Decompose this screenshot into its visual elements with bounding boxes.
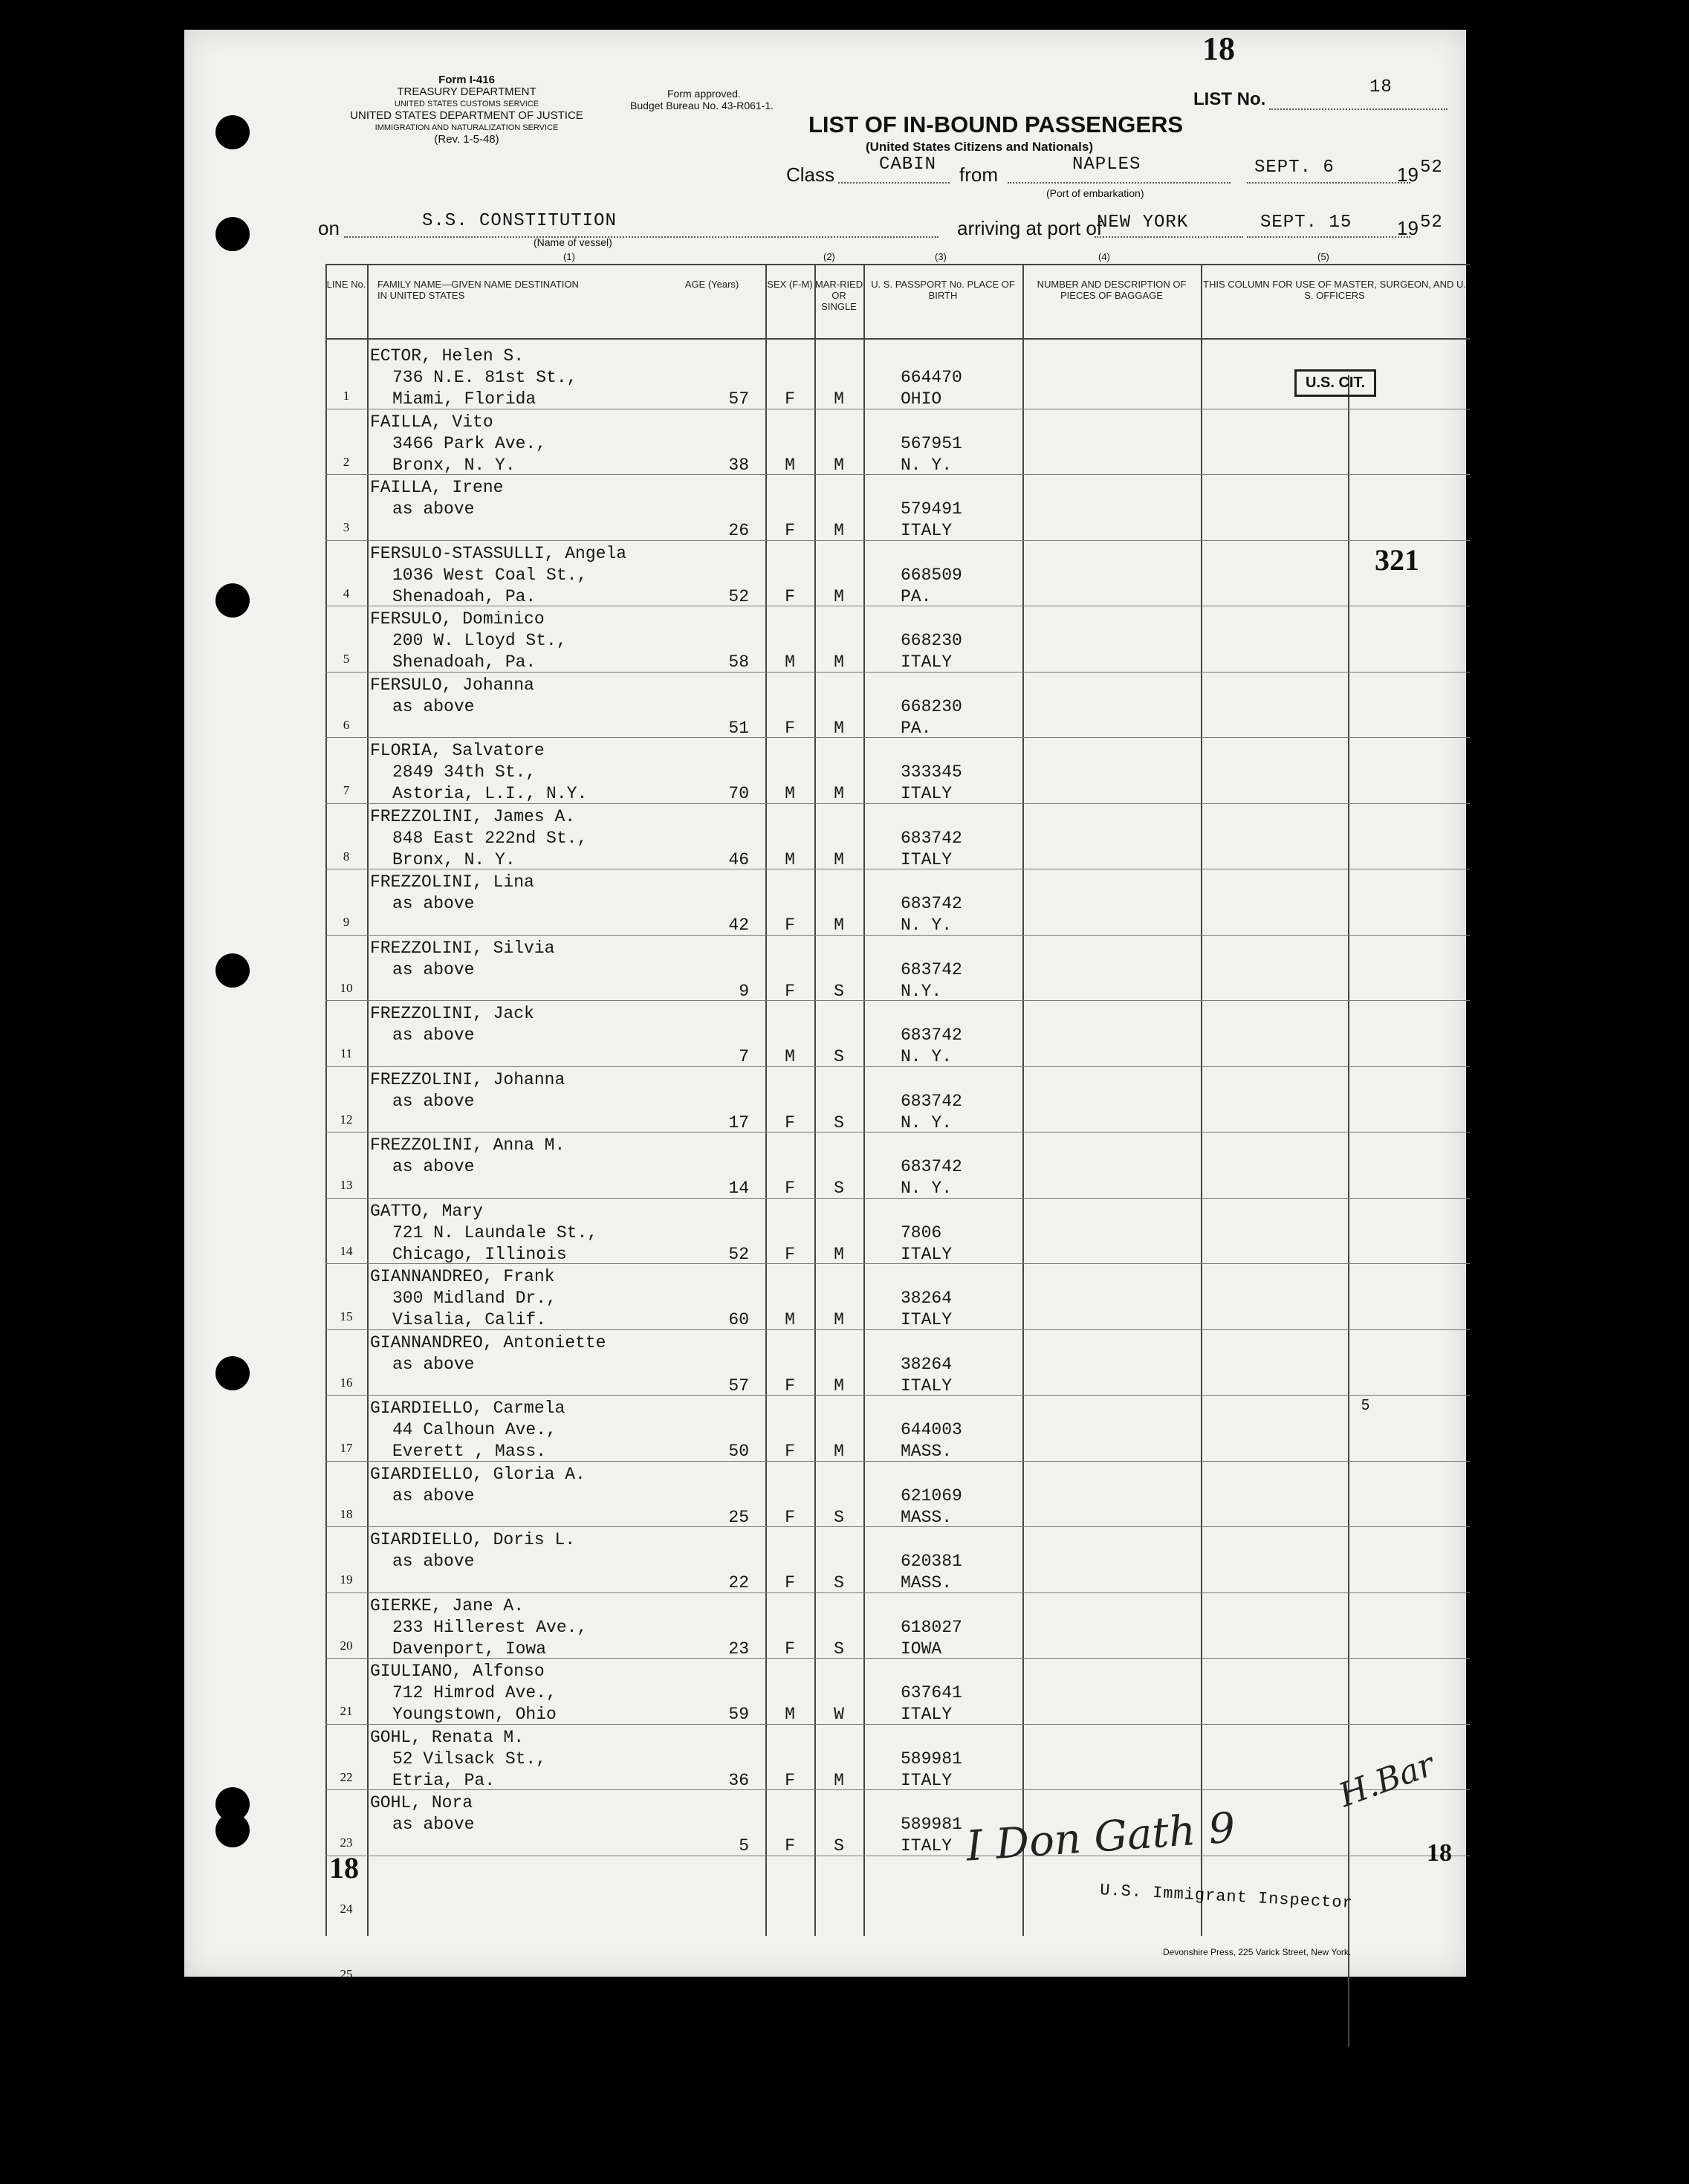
age: 26 bbox=[728, 521, 749, 540]
row-divider bbox=[325, 1066, 1470, 1067]
table-row bbox=[325, 477, 1514, 542]
passenger-name: GIARDIELLO, Doris L. bbox=[370, 1530, 576, 1549]
place-of-birth: ITALY bbox=[901, 1836, 953, 1856]
age: 42 bbox=[728, 916, 749, 935]
address-line-2: Miami, Florida bbox=[392, 389, 536, 409]
address-line-2: Everett , Mass. bbox=[392, 1442, 547, 1461]
row-divider bbox=[325, 1789, 1470, 1790]
table-row bbox=[325, 1792, 1514, 1858]
line-number: 10 bbox=[340, 980, 353, 995]
marital-status: S bbox=[834, 1179, 844, 1198]
table-row bbox=[325, 872, 1514, 937]
line-number: 8 bbox=[343, 849, 350, 863]
age: 52 bbox=[728, 1244, 749, 1264]
marital-status: S bbox=[834, 1507, 844, 1527]
address-line-1: 3466 Park Ave., bbox=[392, 433, 547, 453]
form-approval bbox=[630, 88, 823, 111]
address-line-1: 233 Hillerest Ave., bbox=[392, 1617, 588, 1637]
marital-status: M bbox=[834, 718, 844, 738]
place-of-birth: N.Y. bbox=[901, 981, 942, 1001]
sex: F bbox=[785, 1573, 795, 1592]
table-row bbox=[325, 1201, 1514, 1266]
header-married: MAR-RIED OR SINGLE bbox=[814, 279, 863, 312]
passport-number: 38264 bbox=[901, 1289, 953, 1308]
line-number: 12 bbox=[340, 1112, 353, 1127]
row-divider bbox=[325, 1592, 1470, 1593]
address-line-2: Chicago, Illinois bbox=[392, 1244, 567, 1264]
row-divider bbox=[325, 1395, 1470, 1396]
marital-status: S bbox=[834, 1573, 844, 1592]
passport-number: 637641 bbox=[901, 1683, 962, 1702]
table-row bbox=[325, 543, 1514, 609]
header-line-no: LINE No. bbox=[326, 279, 366, 290]
line-number: 16 bbox=[340, 1375, 353, 1390]
table-row bbox=[325, 938, 1514, 1003]
table-row bbox=[325, 1595, 1514, 1661]
address-line-1: as above bbox=[392, 894, 475, 913]
address-line-2: Bronx, N. Y. bbox=[392, 455, 516, 475]
passenger-name: GIANNANDREO, Frank bbox=[370, 1267, 555, 1286]
place-of-birth: ITALY bbox=[901, 652, 953, 672]
address-line-2: Shenadoah, Pa. bbox=[392, 586, 536, 606]
punch-hole bbox=[215, 583, 250, 618]
passenger-name: FREZZOLINI, Jack bbox=[370, 1004, 534, 1023]
sex: F bbox=[785, 916, 795, 935]
line-number: 23 bbox=[340, 1835, 353, 1850]
sex: M bbox=[785, 1705, 795, 1724]
marital-status: M bbox=[834, 849, 844, 869]
passenger-name: ECTOR, Helen S. bbox=[370, 346, 525, 366]
place-of-birth: ITALY bbox=[901, 1244, 953, 1264]
arriving-label: arriving at port of bbox=[957, 217, 1103, 239]
sex: F bbox=[785, 1770, 795, 1790]
punch-hole bbox=[215, 1813, 250, 1847]
address-line-1: as above bbox=[392, 959, 475, 979]
age: 51 bbox=[728, 718, 749, 738]
line-number: 22 bbox=[340, 1769, 353, 1784]
address-line-2: Davenport, Iowa bbox=[392, 1639, 547, 1659]
address-line-1: 52 Vilsack St., bbox=[392, 1749, 547, 1769]
marital-status: M bbox=[834, 389, 844, 409]
passport-number: 38264 bbox=[901, 1354, 953, 1374]
marital-status: M bbox=[834, 1244, 844, 1264]
class-value: CABIN bbox=[879, 155, 937, 175]
sex: M bbox=[785, 1310, 795, 1329]
list-no-label: LIST No. bbox=[1193, 89, 1266, 109]
address-line-1: as above bbox=[392, 499, 475, 519]
row-divider bbox=[325, 1329, 1470, 1330]
marital-status: M bbox=[834, 455, 844, 475]
sex: F bbox=[785, 1836, 795, 1856]
age: 58 bbox=[728, 652, 749, 672]
passport-number: 579491 bbox=[901, 499, 962, 519]
marital-status: M bbox=[834, 521, 844, 540]
place-of-birth: ITALY bbox=[901, 1770, 953, 1790]
sex: M bbox=[785, 849, 795, 869]
sex: F bbox=[785, 389, 795, 409]
address-line-1: as above bbox=[392, 1815, 475, 1834]
age: 17 bbox=[728, 1112, 749, 1132]
age: 5 bbox=[739, 1836, 749, 1856]
age: 36 bbox=[728, 1770, 749, 1790]
header-officers: THIS COLUMN FOR USE OF MASTER, SURGEON, AND U. S. OFFICERS bbox=[1203, 279, 1466, 301]
place-of-birth: ITALY bbox=[901, 849, 953, 869]
passport-number: 683742 bbox=[901, 1157, 962, 1176]
place-of-birth: N. Y. bbox=[901, 1047, 953, 1066]
place-of-birth: IOWA bbox=[901, 1639, 942, 1659]
on-label: on bbox=[318, 217, 340, 239]
passenger-name: GOHL, Renata M. bbox=[370, 1727, 525, 1747]
place-of-birth: MASS. bbox=[901, 1442, 953, 1461]
col-num-5: (5) bbox=[1317, 251, 1329, 262]
age: 9 bbox=[739, 981, 749, 1001]
address-line-1: 44 Calhoun Ave., bbox=[392, 1420, 557, 1439]
passenger-name: FREZZOLINI, Anna M. bbox=[370, 1135, 565, 1155]
inspector-title: U.S. Immigrant Inspector bbox=[1099, 1881, 1354, 1913]
passport-number: 333345 bbox=[901, 762, 962, 782]
ins-service: IMMIGRATION AND NATURALIZATION SERVICE bbox=[375, 123, 559, 132]
punch-hole bbox=[215, 1356, 250, 1390]
marital-status: S bbox=[834, 1836, 844, 1856]
sex: F bbox=[785, 1244, 795, 1264]
place-of-birth: ITALY bbox=[901, 1375, 953, 1396]
port-caption: (Port of embarkation) bbox=[1046, 187, 1144, 199]
row-divider bbox=[325, 1461, 1470, 1462]
passenger-name: GATTO, Mary bbox=[370, 1201, 483, 1221]
place-of-birth: MASS. bbox=[901, 1573, 953, 1592]
header-sex: SEX (F-M) bbox=[767, 279, 813, 290]
passport-number: 621069 bbox=[901, 1485, 962, 1506]
place-of-birth: N. Y. bbox=[901, 455, 953, 475]
age: 22 bbox=[728, 1573, 749, 1592]
col-num-4: (4) bbox=[1098, 251, 1110, 262]
sex: F bbox=[785, 586, 795, 606]
line-number: 9 bbox=[343, 915, 350, 929]
age: 38 bbox=[728, 455, 749, 475]
age: 46 bbox=[728, 849, 749, 869]
sex: F bbox=[785, 981, 795, 1001]
passport-number: 683742 bbox=[901, 1025, 962, 1045]
sex: F bbox=[785, 1179, 795, 1198]
line-number: 19 bbox=[340, 1572, 353, 1587]
line-number: 18 bbox=[340, 1506, 353, 1521]
citizen-stamp: U.S. CIT. bbox=[1294, 369, 1376, 397]
passport-number: 589981 bbox=[901, 1749, 962, 1769]
marital-status: M bbox=[834, 1375, 844, 1396]
address-line-2: Youngstown, Ohio bbox=[392, 1705, 557, 1724]
customs-service: UNITED STATES CUSTOMS SERVICE bbox=[394, 100, 539, 108]
row-divider bbox=[325, 474, 1470, 475]
table-row bbox=[325, 609, 1514, 674]
place-of-birth: ITALY bbox=[901, 521, 953, 540]
passenger-name: FREZZOLINI, James A. bbox=[370, 806, 576, 826]
row-divider bbox=[325, 1198, 1470, 1199]
table-row bbox=[325, 1464, 1514, 1529]
age: 70 bbox=[728, 784, 749, 803]
passport-number: 664470 bbox=[901, 368, 962, 387]
sex: F bbox=[785, 718, 795, 738]
arrival-year-prefix: 19 bbox=[1397, 217, 1419, 239]
line-number: 7 bbox=[343, 783, 350, 797]
row-divider bbox=[325, 672, 1470, 673]
row-divider bbox=[325, 1526, 1470, 1527]
passenger-name: FLORIA, Salvatore bbox=[370, 741, 545, 760]
table-row bbox=[325, 1266, 1514, 1332]
marital-status: S bbox=[834, 1112, 844, 1132]
passport-number: 644003 bbox=[901, 1420, 962, 1439]
place-of-birth: OHIO bbox=[901, 389, 942, 409]
vessel-name: S.S. CONSTITUTION bbox=[422, 211, 617, 231]
line-number: 24 bbox=[340, 1901, 353, 1916]
age: 14 bbox=[728, 1179, 749, 1198]
sex: M bbox=[785, 784, 795, 803]
table-row bbox=[325, 1069, 1514, 1135]
sex: F bbox=[785, 1442, 795, 1461]
table-row bbox=[325, 1135, 1514, 1200]
passenger-name: GIANNANDREO, Antoniette bbox=[370, 1332, 606, 1352]
passport-number: 589981 bbox=[901, 1815, 962, 1834]
address-line-1: 736 N.E. 81st St., bbox=[392, 368, 577, 387]
row-divider bbox=[325, 1658, 1470, 1659]
address-line-1: as above bbox=[392, 1157, 475, 1176]
age: 59 bbox=[728, 1705, 749, 1724]
marital-status: M bbox=[834, 1442, 844, 1461]
passenger-name: GIARDIELLO, Gloria A. bbox=[370, 1464, 586, 1484]
table-row bbox=[325, 740, 1514, 806]
address-line-1: as above bbox=[392, 1025, 475, 1045]
form-title: LIST OF IN-BOUND PASSENGERS bbox=[808, 111, 1184, 137]
sex: F bbox=[785, 1112, 795, 1132]
sex: F bbox=[785, 1375, 795, 1396]
line-number: 1 bbox=[343, 389, 350, 403]
sex: F bbox=[785, 521, 795, 540]
passenger-name: FAILLA, Vito bbox=[370, 412, 493, 432]
passport-number: 668230 bbox=[901, 631, 962, 650]
row-divider bbox=[325, 1724, 1470, 1725]
row-divider bbox=[325, 737, 1470, 738]
age: 7 bbox=[739, 1047, 749, 1066]
punch-hole bbox=[215, 953, 250, 988]
arrival-port: NEW YORK bbox=[1097, 213, 1189, 233]
line-number: 6 bbox=[343, 717, 350, 732]
passport-number: 618027 bbox=[901, 1617, 962, 1637]
sex: M bbox=[785, 1047, 795, 1066]
punch-hole bbox=[215, 115, 250, 149]
header-passport: U. S. PASSPORT No. PLACE OF BIRTH bbox=[871, 279, 1015, 301]
form-subtitle: (United States Citizens and Nationals) bbox=[865, 140, 1094, 154]
table-row bbox=[325, 806, 1514, 872]
marital-status: M bbox=[834, 1310, 844, 1329]
place-of-birth: PA. bbox=[901, 718, 932, 738]
header-baggage: NUMBER AND DESCRIPTION OF PIECES OF BAGGAGE bbox=[1037, 279, 1187, 301]
vessel-caption: (Name of vessel) bbox=[534, 236, 612, 248]
address-line-1: as above bbox=[392, 1552, 475, 1571]
header-age: AGE (Years) bbox=[684, 279, 739, 290]
address-line-2: Shenadoah, Pa. bbox=[392, 652, 536, 672]
address-line-2: Bronx, N. Y. bbox=[392, 849, 516, 869]
address-line-1: 2849 34th St., bbox=[392, 762, 536, 782]
form-approved: Form approved. bbox=[667, 88, 741, 100]
row-divider bbox=[325, 803, 1470, 804]
bottom-right-number: 18 bbox=[1427, 1839, 1452, 1867]
passport-number: 620381 bbox=[901, 1552, 962, 1571]
table-row bbox=[325, 1529, 1514, 1595]
departure-year-prefix: 19 bbox=[1397, 163, 1419, 186]
table-row bbox=[325, 1332, 1514, 1398]
age: 52 bbox=[728, 586, 749, 606]
passenger-name: GIULIANO, Alfonso bbox=[370, 1662, 545, 1681]
passport-number: 683742 bbox=[901, 894, 962, 913]
age: 57 bbox=[728, 389, 749, 409]
line-number: 4 bbox=[343, 586, 350, 600]
col-num-1: (1) bbox=[563, 251, 575, 262]
page-number-top: 18 bbox=[1202, 30, 1235, 67]
table-row bbox=[325, 675, 1514, 740]
address-line-1: as above bbox=[392, 1091, 475, 1111]
line-number: 20 bbox=[340, 1638, 353, 1653]
place-of-birth: ITALY bbox=[901, 784, 953, 803]
arrival-year: 52 bbox=[1420, 213, 1443, 233]
place-of-birth: PA. bbox=[901, 586, 932, 606]
place-of-birth: N. Y. bbox=[901, 1112, 953, 1132]
sex: M bbox=[785, 652, 795, 672]
line-number: 25 bbox=[340, 1967, 353, 1981]
table-row bbox=[325, 1661, 1514, 1726]
bottom-left-number: 18 bbox=[329, 1851, 359, 1885]
age: 60 bbox=[728, 1310, 749, 1329]
line-number: 14 bbox=[340, 1243, 353, 1258]
revision: (Rev. 1-5-48) bbox=[434, 133, 499, 146]
passenger-name: FERSULO-STASSULLI, Angela bbox=[370, 543, 627, 563]
age: 50 bbox=[728, 1442, 749, 1461]
arrival-date: SEPT. 15 bbox=[1260, 213, 1352, 233]
passenger-name: FREZZOLINI, Lina bbox=[370, 872, 534, 892]
address-line-2: Etria, Pa. bbox=[392, 1770, 496, 1790]
table-row bbox=[325, 412, 1514, 477]
address-line-1: 721 N. Laundale St., bbox=[392, 1222, 598, 1242]
initials: H.Bar bbox=[1334, 1745, 1439, 1815]
row-divider bbox=[325, 1000, 1470, 1001]
marital-status: M bbox=[834, 784, 844, 803]
table-row bbox=[325, 1398, 1514, 1463]
row-divider bbox=[325, 540, 1470, 541]
passenger-name: FERSULO, Dominico bbox=[370, 609, 545, 629]
marital-status: S bbox=[834, 981, 844, 1001]
treasury-department: TREASURY DEPARTMENT bbox=[397, 85, 536, 98]
passenger-name: GIERKE, Jane A. bbox=[370, 1595, 525, 1616]
sex: M bbox=[785, 455, 795, 475]
from-label: from bbox=[959, 163, 998, 186]
passenger-name: FREZZOLINI, Silvia bbox=[370, 938, 555, 958]
list-no-value: 18 bbox=[1369, 77, 1393, 97]
line-number: 3 bbox=[343, 520, 350, 534]
row-divider bbox=[325, 1263, 1470, 1264]
passport-number: 668230 bbox=[901, 696, 962, 716]
passport-number: 7806 bbox=[901, 1222, 942, 1242]
address-line-1: 1036 West Coal St., bbox=[392, 565, 588, 585]
departure-year: 52 bbox=[1420, 158, 1443, 178]
marital-status: M bbox=[834, 586, 844, 606]
passport-number: 683742 bbox=[901, 959, 962, 979]
place-of-birth: ITALY bbox=[901, 1310, 953, 1329]
line-number: 15 bbox=[340, 1309, 353, 1323]
printer-credit: Devonshire Press, 225 Varick Street, New York. bbox=[1163, 1947, 1352, 1957]
count-number: 321 bbox=[1375, 543, 1419, 577]
passport-number: 567951 bbox=[901, 433, 962, 453]
departure-date: SEPT. 6 bbox=[1254, 158, 1335, 178]
small-five: 5 bbox=[1361, 1397, 1370, 1413]
passport-number: 668509 bbox=[901, 565, 962, 585]
sex: F bbox=[785, 1507, 795, 1527]
col-num-3: (3) bbox=[935, 251, 947, 262]
form-number: Form I-416 bbox=[438, 74, 495, 86]
age: 57 bbox=[728, 1375, 749, 1396]
marital-status: M bbox=[834, 916, 844, 935]
passport-number: 683742 bbox=[901, 828, 962, 848]
marital-status: M bbox=[834, 1770, 844, 1790]
form-header-left bbox=[333, 74, 600, 146]
address-line-1: 300 Midland Dr., bbox=[392, 1289, 557, 1308]
place-of-birth: N. Y. bbox=[901, 1179, 953, 1198]
line-number: 21 bbox=[340, 1704, 353, 1718]
line-number: 11 bbox=[340, 1046, 353, 1060]
address-line-1: as above bbox=[392, 696, 475, 716]
marital-status: M bbox=[834, 652, 844, 672]
passenger-name: FERSULO, Johanna bbox=[370, 675, 534, 695]
age: 23 bbox=[728, 1639, 749, 1659]
place-of-birth: ITALY bbox=[901, 1705, 953, 1724]
row-divider bbox=[325, 935, 1470, 936]
place-of-birth: MASS. bbox=[901, 1507, 953, 1527]
table-row bbox=[325, 1003, 1514, 1069]
sex: F bbox=[785, 1639, 795, 1659]
address-line-1: as above bbox=[392, 1485, 475, 1506]
from-value: NAPLES bbox=[1072, 155, 1141, 175]
address-line-1: 200 W. Lloyd St., bbox=[392, 631, 567, 650]
line-number: 17 bbox=[340, 1441, 353, 1455]
address-line-2: Astoria, L.I., N.Y. bbox=[392, 784, 588, 803]
place-of-birth: N. Y. bbox=[901, 916, 953, 935]
address-line-2: Visalia, Calif. bbox=[392, 1310, 547, 1329]
budget-bureau: Budget Bureau No. 43-R061-1. bbox=[630, 100, 774, 111]
passenger-name: FREZZOLINI, Johanna bbox=[370, 1069, 565, 1089]
address-line-1: 712 Himrod Ave., bbox=[392, 1683, 557, 1702]
col-num-2: (2) bbox=[823, 251, 835, 262]
marital-status: S bbox=[834, 1639, 844, 1659]
line-number: 5 bbox=[343, 652, 350, 666]
passenger-name: GOHL, Nora bbox=[370, 1793, 473, 1812]
address-line-1: as above bbox=[392, 1354, 475, 1374]
passenger-name: FAILLA, Irene bbox=[370, 478, 504, 497]
marital-status: W bbox=[834, 1705, 844, 1724]
passenger-name: GIARDIELLO, Carmela bbox=[370, 1399, 565, 1418]
age: 25 bbox=[728, 1507, 749, 1527]
passport-number: 683742 bbox=[901, 1091, 962, 1111]
marital-status: S bbox=[834, 1047, 844, 1066]
address-line-1: 848 East 222nd St., bbox=[392, 828, 588, 848]
inspector-signature: I Don Gath 9 bbox=[965, 1804, 1237, 1871]
punch-hole bbox=[215, 217, 250, 251]
line-number: 13 bbox=[340, 1178, 353, 1192]
justice-department: UNITED STATES DEPARTMENT OF JUSTICE bbox=[350, 109, 583, 122]
line-number: 2 bbox=[343, 454, 350, 469]
class-label: Class bbox=[786, 163, 835, 186]
header-name: FAMILY NAME—GIVEN NAME DESTINATION IN UNITED STATES bbox=[377, 279, 579, 301]
